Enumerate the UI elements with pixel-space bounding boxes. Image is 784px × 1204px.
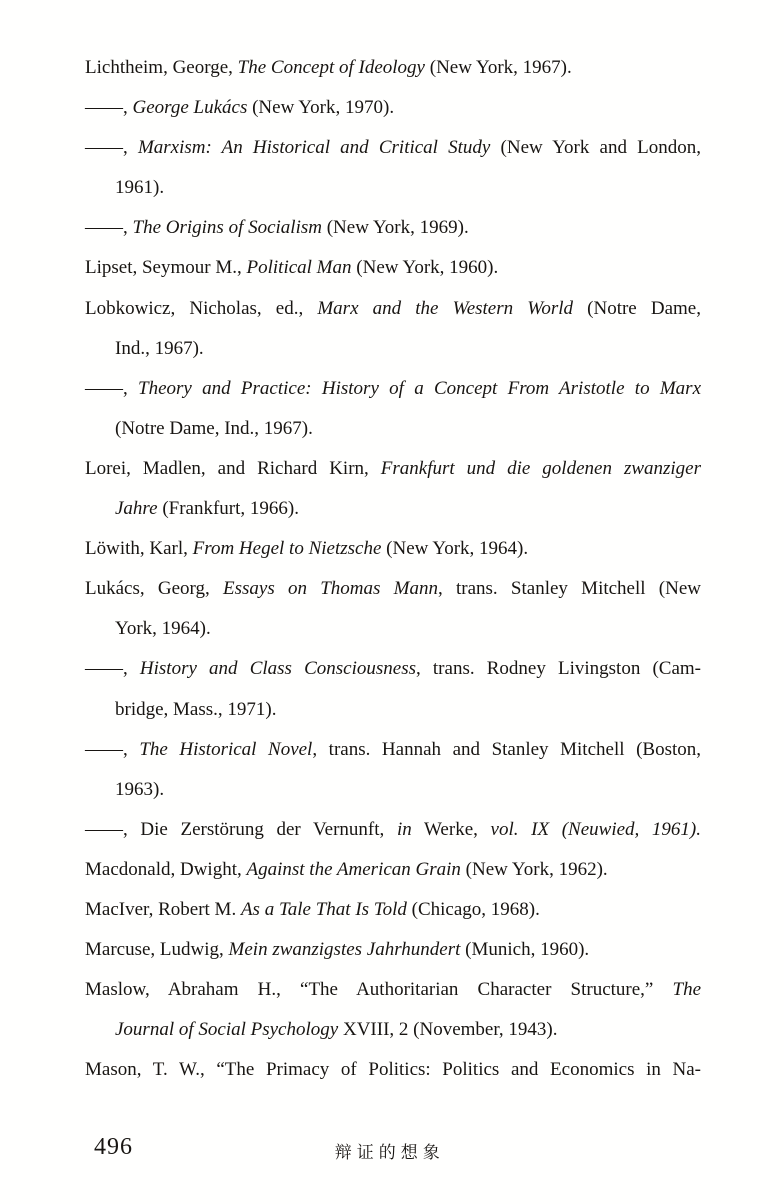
work-title: Political Man [246,257,352,279]
bibliography-text: (New York, 1964). [381,538,529,560]
bibliography-line [85,690,701,730]
bibliography-line [85,770,701,810]
bibliography-text: bridge, Mass., 1971). [115,698,277,720]
work-title: Mein zwanzigstes Jahrhundert [228,939,461,961]
work-title: The Historical Novel [139,738,313,760]
bibliography-text: ——, [85,658,140,680]
bibliography-text: (New York and London, [490,137,702,159]
work-title: The Concept of Ideology [237,57,425,78]
bibliography-text: (Notre Dame, [573,297,701,319]
bibliography-line [85,850,701,890]
bibliography-text: (Chicago, 1968). [406,898,540,920]
work-title: Journal of Social Psychology [115,1019,339,1041]
bibliography-line [85,168,701,208]
bibliography-text: Macdonald, Dwight, [85,858,247,880]
bibliography-line [85,289,701,329]
bibliography-line [85,810,701,850]
bibliography-text: ——, [85,137,138,159]
bibliography-text: ——, [85,738,140,760]
bibliography-line [85,208,701,248]
bibliography-text: ——, [85,97,133,119]
bibliography-text: ——, Die Zerstörung der Vernunft, [85,818,397,840]
bibliography-line [85,970,701,1010]
bibliography-text: (Munich, 1960). [460,939,590,961]
bibliography-text: , trans. Rodney Livingston (Cam- [416,658,702,680]
bibliography-text: MacIver, Robert M. [85,898,241,920]
work-title: Against the American Grain [246,858,461,880]
bibliography-text: Ind., 1967). [115,337,204,359]
bibliography-text: (New York, 1967). [425,57,572,78]
bibliography-line [85,529,701,569]
bibliography-text: ——, [85,217,133,239]
work-title: in [396,818,412,840]
bibliography-text: XVIII, 2 (November, 1943). [338,1019,558,1041]
bibliography-line [85,489,701,529]
bibliography-text: Lipset, Seymour M., [85,257,247,279]
bibliography-line [85,128,701,168]
bibliography-text: Marcuse, Ludwig, [85,939,229,961]
work-title: vol. IX (Neuwied, 1961). [490,818,702,840]
work-title: Frankfurt und die goldenen zwanziger [380,457,702,479]
bibliography-text: , trans. Stanley Mitchell (New [438,578,701,600]
bibliography-text: Lichtheim, George, [85,57,238,78]
bibliography-lines [85,48,701,1090]
bibliography-line [85,730,701,770]
page-number: 496 [94,1134,133,1160]
work-title: Theory and Practice: History of a Concept From Aristotle to Marx [138,377,701,399]
bibliography-text: Löwith, Karl, [85,538,193,560]
bibliography-line [85,1010,701,1050]
bibliography-line [85,569,701,609]
work-title: The Origins of Socialism [132,217,322,239]
bibliography-text: (New York, 1960). [351,257,499,279]
bibliography-line [85,88,701,128]
bibliography-text: Werke, [411,818,491,840]
work-title: As a Tale That Is Told [240,898,407,920]
bibliography-text: 1961). [115,177,165,199]
bibliography-text: Lobkowicz, Nicholas, ed., [85,297,318,319]
bibliography-line [85,449,701,489]
bibliography-line [85,1050,701,1090]
running-title: 辩证的想象 [334,1143,445,1163]
bibliography-text: (Notre Dame, Ind., 1967). [115,417,313,439]
bibliography-line [85,649,701,689]
bibliography-line [85,890,701,930]
bibliography-text: Lorei, Madlen, and Richard Kirn, [85,457,381,479]
bibliography-text: , trans. Hannah and Stanley Mitchell (Boston, [312,738,701,760]
bibliography-line [85,48,701,88]
bibliography-line [85,409,701,449]
bibliography-line [85,609,701,649]
work-title: George Lukács [132,97,248,119]
bibliography-text: (New York, 1969). [321,217,469,239]
work-title: Marxism: An Historical and Critical Study [137,137,491,159]
bibliography-line [85,329,701,369]
bibliography-text: York, 1964). [115,618,211,640]
work-title: Marx and the Western World [317,297,574,319]
bibliography-text: (New York, 1962). [460,858,608,880]
bibliography-text: 1963). [115,778,165,800]
bibliography-line [85,248,701,288]
bibliography-text: (Frankfurt, 1966). [157,498,299,520]
work-title: Essays on Thomas Mann [223,578,438,600]
bibliography-line [85,369,701,409]
bibliography-line [85,930,701,970]
bibliography-text: ——, [85,377,139,399]
bibliography-text: Lukács, Georg, [85,578,224,600]
work-title: The [672,979,701,1001]
bibliography-text: (New York, 1970). [247,97,395,119]
work-title: History and Class Consciousness [139,658,416,680]
bibliography-text: Mason, T. W., “The Primacy of Politics: Politics and Economics in Na- [85,1059,701,1081]
bibliography-text: Maslow, Abraham H., “The Authoritarian Character Structure,” [85,979,673,1001]
work-title: Jahre [115,498,158,520]
work-title: From Hegel to Nietzsche [192,538,382,560]
